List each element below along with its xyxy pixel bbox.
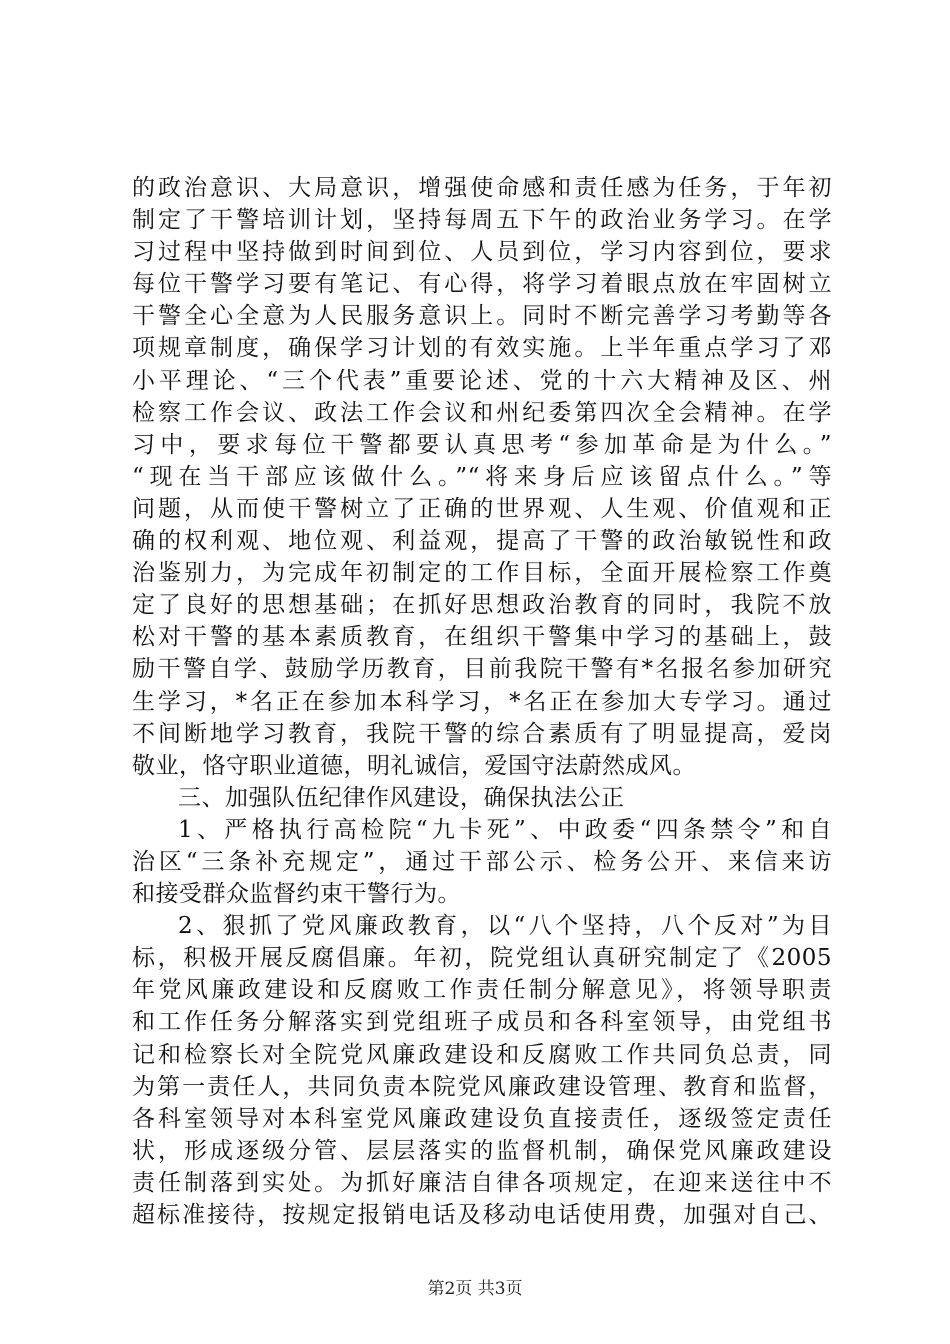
paragraph (132, 814, 832, 910)
text-line: 状，形成逐级分管、层层落实的监督机制，确保党风廉政建设 (132, 1137, 832, 1164)
text-line: 治鉴别力，为完成年初制定的工作目标，全面开展检察工作奠 (132, 560, 832, 587)
text-line: 干警全心全意为人民服务意识上。同时不断完善学习考勤等各 (132, 303, 832, 330)
document-body (132, 172, 832, 1231)
text-line: 习中，要求每位干警都要认真思考“参加革命是为什么。” (132, 431, 832, 458)
text-line: 检察工作会议、政法工作会议和州纪委第四次全会精神。在学 (132, 399, 832, 426)
text-line: 习过程中坚持做到时间到位、人员到位，学习内容到位，要求 (132, 239, 832, 266)
text-line: 和工作任务分解落实到党组班子成员和各科室领导，由党组书 (132, 1009, 832, 1036)
text-line: 生学习，*名正在参加本科学习，*名正在参加大专学习。通过 (132, 688, 832, 715)
text-line: 年党风廉政建设和反腐败工作责任制分解意见》，将领导职责 (132, 977, 832, 1004)
paragraph (132, 172, 832, 782)
page-number: 第2页 共3页 (427, 1279, 523, 1299)
text-line: 不间断地学习教育，我院干警的综合素质有了明显提高，爱岗 (132, 720, 832, 747)
text-line: 励干警自学、鼓励学历教育，目前我院干警有*名报名参加研究 (132, 656, 832, 683)
text-line: 敬业，恪守职业道德，明礼诚信，爱国守法蔚然成风。 (132, 752, 696, 779)
text-line: 制定了干警培训计划，坚持每周五下午的政治业务学习。在学 (132, 207, 832, 234)
text-line: 1、严格执行高检院“九卡死”、中政委“四条禁令”和自 (178, 816, 832, 843)
text-line: 为第一责任人，共同负责本院党风廉政建设管理、教育和监督， (132, 1073, 832, 1100)
text-line: 项规章制度，确保学习计划的有效实施。上半年重点学习了邓 (132, 335, 832, 362)
text-line: 各科室领导对本科室党风廉政建设负直接责任，逐级签定责任 (132, 1105, 832, 1132)
text-line: 确的权利观、地位观、利益观，提高了干警的政治敏锐性和政 (132, 528, 832, 555)
text-line: 的政治意识、大局意识，增强使命感和责任感为任务，于年初 (132, 175, 832, 201)
paragraph (132, 910, 832, 1231)
page-footer (0, 1278, 950, 1300)
text-line: 标，积极开展反腐倡廉。年初，院党组认真研究制定了《2005 (132, 945, 832, 972)
text-line: 和接受群众监督约束干警行为。 (132, 881, 461, 908)
text-line: 治区“三条补充规定”，通过干部公示、检务公开、来信来访 (132, 848, 832, 875)
text-line: 每位干警学习要有笔记、有心得，将学习着眼点放在牢固树立 (132, 271, 832, 298)
text-line: 问题，从而使干警树立了正确的世界观、人生观、价值观和正 (132, 495, 832, 522)
text-line: 定了良好的思想基础；在抓好思想政治教育的同时，我院不放 (132, 592, 832, 619)
text-line: “现在当干部应该做什么。”“将来身后应该留点什么。”等 (132, 463, 832, 490)
text-line: 松对干警的基本素质教育，在组织干警集中学习的基础上，鼓 (132, 624, 832, 651)
text-line: 记和检察长对全院党风廉政建设和反腐败工作共同负总责，同 (132, 1041, 832, 1068)
text-line: 责任制落到实处。为抓好廉洁自律各项规定，在迎来送往中不 (132, 1169, 832, 1196)
text-line: 超标准接待，按规定报销电话及移动电话使用费，加强对自己、 (132, 1202, 832, 1228)
section-heading: 三、加强队伍纪律作风建设，确保执法公正 (178, 784, 625, 811)
text-line: 2、狠抓了党风廉政教育，以“八个坚持，八个反对”为目 (178, 913, 832, 940)
text-line: 小平理论、“三个代表”重要论述、党的十六大精神及区、州 (132, 367, 832, 394)
